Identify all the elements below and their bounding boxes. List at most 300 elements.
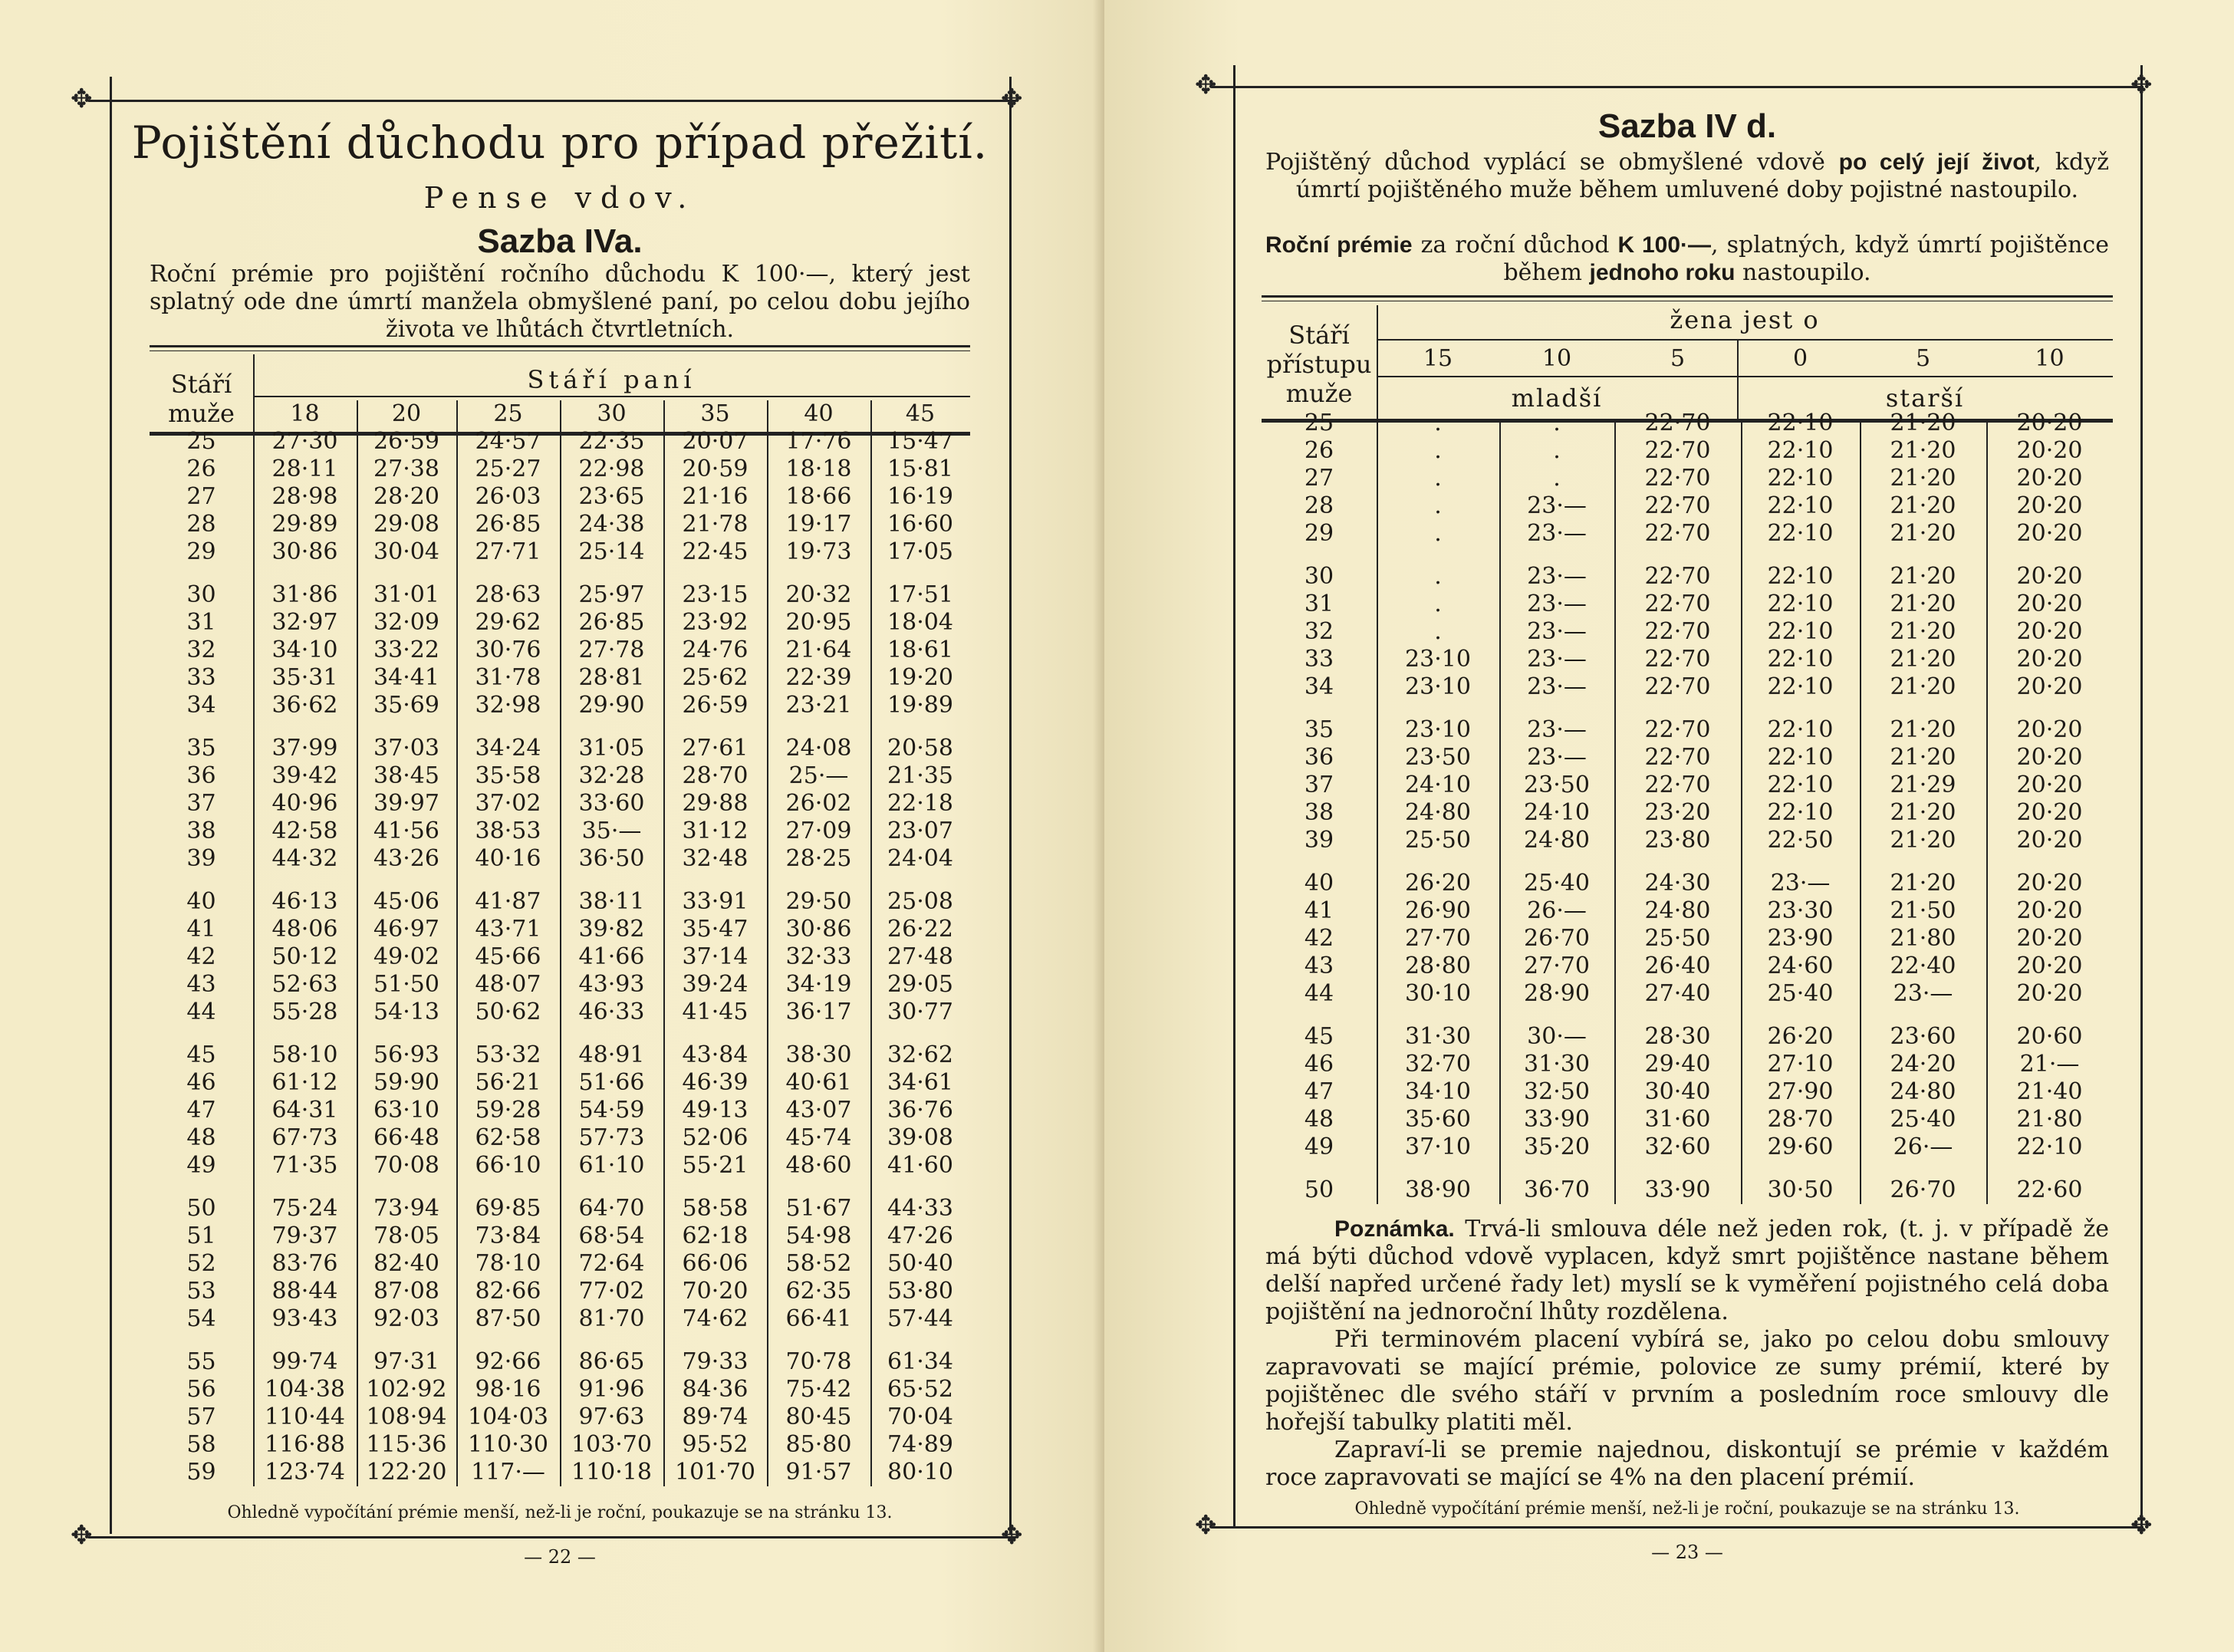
premium-cell: 29·89 bbox=[271, 511, 338, 538]
premium-cell: 23·50 bbox=[1405, 744, 1471, 771]
premium-cell: 51·67 bbox=[785, 1195, 852, 1222]
age-cell: 48 bbox=[1304, 1106, 1334, 1133]
premium-cell: . bbox=[1434, 492, 1442, 519]
premium-cell: 39·24 bbox=[682, 971, 749, 998]
premium-cell: 23·— bbox=[1527, 744, 1587, 771]
age-cell: 26 bbox=[1304, 437, 1334, 464]
premium-cell: 24·80 bbox=[1405, 799, 1471, 826]
ornament-icon: ✥ bbox=[1001, 1520, 1023, 1551]
column-rule bbox=[253, 400, 255, 1486]
premium-cell: 26·— bbox=[1527, 897, 1587, 924]
premium-cell: . bbox=[1434, 563, 1442, 590]
premium-cell: 27·30 bbox=[271, 428, 338, 455]
ornament-icon: ✥ bbox=[2130, 70, 2153, 100]
premium-cell: 43·71 bbox=[475, 916, 541, 943]
group-rule bbox=[253, 396, 970, 397]
premium-cell: 56·93 bbox=[373, 1042, 439, 1068]
premium-cell: 24·60 bbox=[1767, 953, 1834, 979]
premium-cell: 117·— bbox=[471, 1459, 545, 1486]
premium-cell: 49·02 bbox=[373, 943, 439, 970]
premium-cell: 34·19 bbox=[785, 971, 852, 998]
premium-cell: 24·80 bbox=[1524, 827, 1590, 854]
premium-cell: 20·20 bbox=[2016, 410, 2083, 436]
premium-cell: 27·70 bbox=[1524, 953, 1590, 979]
age-cell: 41 bbox=[186, 916, 216, 943]
premium-cell: 23·92 bbox=[682, 609, 749, 636]
premium-cell: 22·70 bbox=[1644, 772, 1711, 798]
age-cell: 49 bbox=[1304, 1134, 1334, 1160]
premium-cell: 22·40 bbox=[1890, 953, 1956, 979]
premium-cell: 22·70 bbox=[1644, 563, 1711, 590]
premium-cell: 45·66 bbox=[475, 943, 541, 970]
rate-title: Sazba IV d. bbox=[1597, 107, 1777, 145]
premium-cell: 23·15 bbox=[682, 581, 749, 608]
age-cell: 42 bbox=[1304, 925, 1334, 952]
age-cell: 41 bbox=[1304, 897, 1334, 924]
premium-cell: 83·76 bbox=[271, 1250, 338, 1277]
premium-cell: 20·95 bbox=[785, 609, 852, 636]
premium-cell: 16·60 bbox=[887, 511, 953, 538]
table-row bbox=[1262, 618, 2113, 646]
premium-cell: 22·70 bbox=[1644, 492, 1711, 519]
age-cell: 59 bbox=[186, 1459, 216, 1486]
premium-cell: 32·98 bbox=[475, 692, 541, 719]
note-paragraph: Zapraví-li se premie najednou, diskontují se prémie v každém roce zapravovati se mající se 4% na den placení prémií. bbox=[1265, 1436, 2109, 1491]
premium-cell: 28·30 bbox=[1644, 1023, 1711, 1050]
premium-cell: 50·12 bbox=[271, 943, 338, 970]
table-row bbox=[1262, 953, 2113, 980]
table-row bbox=[1262, 854, 2113, 897]
bottom-rule bbox=[1212, 1526, 2144, 1529]
footer-note: Ohledně vypočítání prémie menší, než-li je roční, poukazuje se na stránku 13. bbox=[227, 1503, 893, 1522]
premium-cell: 51·66 bbox=[578, 1069, 645, 1096]
premium-cell: 41·56 bbox=[373, 818, 439, 844]
premium-cell: 78·10 bbox=[475, 1250, 541, 1277]
column-header: 18 bbox=[290, 400, 320, 427]
premium-cell: 21·20 bbox=[1890, 465, 1956, 492]
premium-cell: 68·54 bbox=[578, 1223, 645, 1249]
premium-cell: 21·29 bbox=[1890, 772, 1956, 798]
column-header-row bbox=[1262, 345, 2113, 373]
premium-cell: 25·97 bbox=[578, 581, 645, 608]
ornament-icon: ✥ bbox=[1001, 84, 1023, 114]
premium-cell: 66·10 bbox=[475, 1152, 541, 1179]
age-cell: 33 bbox=[186, 664, 216, 691]
premium-cell: 17·51 bbox=[887, 581, 953, 608]
premium-cell: 23·20 bbox=[1644, 799, 1711, 826]
premium-cell: 62·18 bbox=[682, 1223, 749, 1249]
premium-cell: 22·10 bbox=[1767, 520, 1834, 547]
premium-cell: 69·85 bbox=[475, 1195, 541, 1222]
premium-cell: 43·84 bbox=[682, 1042, 749, 1068]
premium-cell: 32·60 bbox=[1644, 1134, 1711, 1160]
table-row bbox=[1262, 591, 2113, 618]
age-cell: 50 bbox=[186, 1195, 216, 1222]
column-header: 15 bbox=[1423, 345, 1453, 372]
premium-cell: 21·20 bbox=[1890, 410, 1956, 436]
premium-cell: 74·62 bbox=[682, 1305, 749, 1332]
premium-cell: 122·20 bbox=[366, 1459, 447, 1486]
premium-cell: 24·30 bbox=[1644, 870, 1711, 897]
premium-cell: 25·50 bbox=[1644, 925, 1711, 952]
premium-cell: 26·85 bbox=[578, 609, 645, 636]
premium-cell: 48·07 bbox=[475, 971, 541, 998]
premium-cell: 22·10 bbox=[1767, 410, 1834, 436]
premium-cell: 110·18 bbox=[571, 1459, 652, 1486]
premium-cell: 23·80 bbox=[1644, 827, 1711, 854]
column-header: 25 bbox=[493, 400, 523, 427]
premium-cell: 30·77 bbox=[887, 999, 953, 1025]
premium-cell: 31·78 bbox=[475, 664, 541, 691]
age-cell: 35 bbox=[186, 735, 216, 762]
premium-cell: 54·98 bbox=[785, 1223, 852, 1249]
table-row bbox=[1262, 1106, 2113, 1134]
premium-cell: 52·06 bbox=[682, 1124, 749, 1151]
age-cell: 37 bbox=[186, 790, 216, 817]
premium-cell: 20·20 bbox=[2016, 827, 2083, 854]
premium-cell: 30·50 bbox=[1767, 1176, 1834, 1203]
premium-cell: 43·26 bbox=[373, 845, 439, 872]
premium-cell: 32·50 bbox=[1524, 1078, 1590, 1105]
premium-cell: 21·20 bbox=[1890, 716, 1956, 743]
premium-cell: 23·— bbox=[1527, 563, 1587, 590]
age-cell: 26 bbox=[186, 456, 216, 482]
premium-cell: 70·78 bbox=[785, 1348, 852, 1375]
premium-cell: 38·53 bbox=[475, 818, 541, 844]
premium-cell: . bbox=[1434, 437, 1442, 464]
intro-emphasis: po celý její život bbox=[1838, 150, 2035, 175]
premium-cell: 84·36 bbox=[682, 1376, 749, 1403]
age-cell: 37 bbox=[1304, 772, 1334, 798]
premium-cell: 22·10 bbox=[1767, 744, 1834, 771]
premium-cell: 62·58 bbox=[475, 1124, 541, 1151]
premium-cell: 31·30 bbox=[1524, 1051, 1590, 1078]
column-header: 20 bbox=[391, 400, 422, 427]
premium-cell: 26·03 bbox=[475, 483, 541, 510]
table-row bbox=[1262, 520, 2113, 548]
premium-cell: 38·90 bbox=[1405, 1176, 1471, 1203]
premium-cell: 23·07 bbox=[887, 818, 953, 844]
column-header: 35 bbox=[700, 400, 730, 427]
premium-cell: 22·70 bbox=[1644, 618, 1711, 645]
premium-cell: 91·57 bbox=[785, 1459, 852, 1486]
premium-cell: 56·21 bbox=[475, 1069, 541, 1096]
premium-cell: 26·20 bbox=[1405, 870, 1471, 897]
premium-cell: 22·10 bbox=[1767, 465, 1834, 492]
premium-cell: 39·42 bbox=[271, 762, 338, 789]
premium-cell: 32·33 bbox=[785, 943, 852, 970]
premium-cell: 32·48 bbox=[682, 845, 749, 872]
premium-cell: 16·19 bbox=[887, 483, 953, 510]
age-cell: 40 bbox=[1304, 870, 1334, 897]
premium-cell: 19·17 bbox=[785, 511, 852, 538]
rate-title: Sazba IVa. bbox=[477, 222, 643, 260]
premium-cell: 41·66 bbox=[578, 943, 645, 970]
column-rule bbox=[1499, 420, 1501, 1204]
premium-cell: 26·59 bbox=[373, 428, 439, 455]
premium-cell: . bbox=[1434, 618, 1442, 645]
column-rule bbox=[560, 400, 561, 1486]
ornament-icon: ✥ bbox=[2130, 1510, 2153, 1541]
premium-cell: 25·14 bbox=[578, 538, 645, 565]
premium-cell: 30·10 bbox=[1405, 980, 1471, 1007]
premium-cell: 31·01 bbox=[373, 581, 439, 608]
premium-cell: . bbox=[1553, 410, 1561, 436]
age-cell: 43 bbox=[1304, 953, 1334, 979]
premium-cell: 72·64 bbox=[578, 1250, 645, 1277]
premium-cell: 73·84 bbox=[475, 1223, 541, 1249]
column-header: 10 bbox=[2035, 345, 2065, 372]
table-row bbox=[1262, 1161, 2113, 1204]
premium-cell: 23·60 bbox=[1890, 1023, 1956, 1050]
premium-cell: 104·03 bbox=[468, 1404, 548, 1430]
premium-cell: 58·58 bbox=[682, 1195, 749, 1222]
premium-cell: 39·08 bbox=[887, 1124, 953, 1151]
premium-cell: 36·70 bbox=[1524, 1176, 1590, 1203]
table-row bbox=[1262, 701, 2113, 744]
premium-cell: 97·63 bbox=[578, 1404, 645, 1430]
premium-cell: . bbox=[1553, 437, 1561, 464]
premium-cell: 25·40 bbox=[1767, 980, 1834, 1007]
premium-cell: 21·— bbox=[2019, 1051, 2080, 1078]
page-subtitle: Pense vdov. bbox=[423, 181, 696, 215]
premium-cell: 33·91 bbox=[682, 888, 749, 915]
premium-cell: 35·31 bbox=[271, 664, 338, 691]
table-row bbox=[1262, 646, 2113, 673]
table-row bbox=[1262, 799, 2113, 827]
group-rule bbox=[1377, 339, 2113, 341]
column-rule bbox=[870, 400, 872, 1486]
premium-cell: 38·45 bbox=[373, 762, 439, 789]
premium-cell: 87·08 bbox=[373, 1278, 439, 1305]
column-header: 0 bbox=[1792, 345, 1808, 372]
premium-cell: 82·40 bbox=[373, 1250, 439, 1277]
premium-cell: 116·88 bbox=[265, 1431, 345, 1458]
premium-cell: 22·70 bbox=[1644, 410, 1711, 436]
premium-cell: 21·20 bbox=[1890, 437, 1956, 464]
premium-cell: 27·70 bbox=[1405, 925, 1471, 952]
premium-cell: 20·20 bbox=[2016, 646, 2083, 673]
premium-cell: 70·04 bbox=[887, 1404, 953, 1430]
premium-cell: 62·35 bbox=[785, 1278, 852, 1305]
premium-cell: 17·05 bbox=[887, 538, 953, 565]
premium-cell: 23·21 bbox=[785, 692, 852, 719]
premium-cell: 22·10 bbox=[1767, 646, 1834, 673]
premium-cell: 20·07 bbox=[682, 428, 749, 455]
age-cell: 52 bbox=[186, 1250, 216, 1277]
premium-cell: 58·52 bbox=[785, 1250, 852, 1277]
premium-cell: 45·06 bbox=[373, 888, 439, 915]
left-page bbox=[0, 0, 1104, 1652]
premium-cell: 26·40 bbox=[1644, 953, 1711, 979]
premium-cell: 21·20 bbox=[1890, 591, 1956, 617]
premium-cell: 28·11 bbox=[271, 456, 338, 482]
premium-cell: 24·04 bbox=[887, 845, 953, 872]
premium-cell: 21·16 bbox=[682, 483, 749, 510]
premium-cell: 44·32 bbox=[271, 845, 338, 872]
age-cell: 39 bbox=[1304, 827, 1334, 854]
premium-cell: 27·90 bbox=[1767, 1078, 1834, 1105]
premium-cell: 22·10 bbox=[1767, 772, 1834, 798]
premium-cell: 87·50 bbox=[475, 1305, 541, 1332]
premium-cell: 33·90 bbox=[1644, 1176, 1711, 1203]
premium-cell: 39·97 bbox=[373, 790, 439, 817]
premium-cell: 19·20 bbox=[887, 664, 953, 691]
table-row bbox=[1262, 897, 2113, 925]
premium-cell: 29·62 bbox=[475, 609, 541, 636]
premium-cell: 24·08 bbox=[785, 735, 852, 762]
table-row bbox=[1262, 772, 2113, 799]
premium-cell: 82·66 bbox=[475, 1278, 541, 1305]
premium-cell: 22·70 bbox=[1644, 437, 1711, 464]
premium-cell: 48·06 bbox=[271, 916, 338, 943]
column-rule bbox=[1741, 420, 1742, 1204]
premium-cell: 22·10 bbox=[1767, 673, 1834, 700]
table-row bbox=[1262, 548, 2113, 591]
premium-cell: 18·61 bbox=[887, 637, 953, 663]
premium-cell: 23·30 bbox=[1767, 897, 1834, 924]
premium-cell: 37·10 bbox=[1405, 1134, 1471, 1160]
premium-cell: 20·20 bbox=[2016, 520, 2083, 547]
ornament-icon: ✥ bbox=[71, 1520, 93, 1551]
premium-cell: 25·50 bbox=[1405, 827, 1471, 854]
premium-cell: 21·20 bbox=[1890, 520, 1956, 547]
premium-cell: 40·61 bbox=[785, 1069, 852, 1096]
premium-cell: 37·03 bbox=[373, 735, 439, 762]
premium-cell: 35·47 bbox=[682, 916, 749, 943]
premium-cell: 43·07 bbox=[785, 1097, 852, 1124]
header-blank bbox=[150, 400, 253, 428]
premium-cell: 28·25 bbox=[785, 845, 852, 872]
premium-cell: 27·38 bbox=[373, 456, 439, 482]
premium-cell: 75·24 bbox=[271, 1195, 338, 1222]
premium-cell: 22·70 bbox=[1644, 646, 1711, 673]
premium-cell: 20·20 bbox=[2016, 673, 2083, 700]
page-title: Pojištění důchodu pro případ přežití. bbox=[131, 117, 989, 169]
age-cell: 36 bbox=[186, 762, 216, 789]
age-cell: 34 bbox=[1304, 673, 1334, 700]
premium-cell: 53·80 bbox=[887, 1278, 953, 1305]
premium-cell: 32·70 bbox=[1405, 1051, 1471, 1078]
column-header: 5 bbox=[1915, 345, 1931, 372]
premium-cell: 36·76 bbox=[887, 1097, 953, 1124]
age-cell: 48 bbox=[186, 1124, 216, 1151]
premium-cell: 20·58 bbox=[887, 735, 953, 762]
age-cell: 31 bbox=[1304, 591, 1334, 617]
premium-cell: 55·21 bbox=[682, 1152, 749, 1179]
column-rule bbox=[1860, 420, 1861, 1204]
premium-cell: 55·28 bbox=[271, 999, 338, 1025]
premium-cell: 23·65 bbox=[578, 483, 645, 510]
premium-cell: 28·81 bbox=[578, 664, 645, 691]
group-header: žena jest o bbox=[1670, 305, 1820, 334]
ornament-icon: ✥ bbox=[1195, 1510, 1217, 1541]
page-number: — 22 — bbox=[524, 1546, 596, 1568]
premium-cell: 35·60 bbox=[1405, 1106, 1471, 1133]
note-paragraph: Při terminovém placení vybírá se, jako po celou dobu smlouvy zapravovati se mající prémie, polovice ze sumy prémií, které by pojištěnec dle svého stáří v prvním a posledním roce smlouvy dle hořejší tabulky platiti měl. bbox=[1265, 1326, 2109, 1436]
premium-cell: 24·20 bbox=[1890, 1051, 1956, 1078]
premium-cell: 21·40 bbox=[2016, 1078, 2083, 1105]
age-cell: 33 bbox=[1304, 646, 1334, 673]
premium-cell: 81·70 bbox=[578, 1305, 645, 1332]
premium-cell: 19·89 bbox=[887, 692, 953, 719]
premium-cell: 37·99 bbox=[271, 735, 338, 762]
age-cell: 45 bbox=[186, 1042, 216, 1068]
premium-cell: 64·70 bbox=[578, 1195, 645, 1222]
premium-cell: 54·13 bbox=[373, 999, 439, 1025]
premium-cell: 86·65 bbox=[578, 1348, 645, 1375]
premium-cell: 79·37 bbox=[271, 1223, 338, 1249]
age-cell: 29 bbox=[1304, 520, 1334, 547]
premium-cell: 52·63 bbox=[271, 971, 338, 998]
premium-cell: 20·20 bbox=[2016, 953, 2083, 979]
premium-cell: 22·70 bbox=[1644, 520, 1711, 547]
premium-cell: 28·98 bbox=[271, 483, 338, 510]
premium-cell: 20·59 bbox=[682, 456, 749, 482]
premium-cell: 34·24 bbox=[475, 735, 541, 762]
premium-cell: 32·97 bbox=[271, 609, 338, 636]
premium-cell: 35·58 bbox=[475, 762, 541, 789]
age-cell: 25 bbox=[1304, 410, 1334, 436]
age-cell: 58 bbox=[186, 1431, 216, 1458]
age-cell: 35 bbox=[1304, 716, 1334, 743]
column-header: 5 bbox=[1670, 345, 1686, 372]
premium-cell: 22·10 bbox=[1767, 799, 1834, 826]
premium-cell: 33·22 bbox=[373, 637, 439, 663]
premium-cell: 28·70 bbox=[1767, 1106, 1834, 1133]
age-cell: 55 bbox=[186, 1348, 216, 1375]
premium-cell: 21·50 bbox=[1890, 897, 1956, 924]
premium-cell: 31·30 bbox=[1405, 1023, 1471, 1050]
premium-cell: 26·22 bbox=[887, 916, 953, 943]
premium-cell: 25·27 bbox=[475, 456, 541, 482]
ornament-icon: ✥ bbox=[71, 84, 93, 114]
premium-cell: 41·60 bbox=[887, 1152, 953, 1179]
age-label: muže bbox=[1285, 379, 1353, 408]
premium-cell: 22·60 bbox=[2016, 1176, 2083, 1203]
age-cell: 56 bbox=[186, 1376, 216, 1403]
premium-cell: 21·20 bbox=[1890, 827, 1956, 854]
premium-cell: . bbox=[1434, 520, 1442, 547]
table-row bbox=[1262, 744, 2113, 772]
age-cell: 45 bbox=[1304, 1023, 1334, 1050]
table-row bbox=[1262, 925, 2113, 953]
age-cell: 27 bbox=[1304, 465, 1334, 492]
premium-cell: 22·10 bbox=[2016, 1134, 2083, 1160]
intro-text: nastoupilo. bbox=[1735, 259, 1871, 286]
premium-cell: 26·— bbox=[1893, 1134, 1953, 1160]
age-cell: 32 bbox=[186, 637, 216, 663]
premium-cell: 51·50 bbox=[373, 971, 439, 998]
premium-cell: 29·08 bbox=[373, 511, 439, 538]
premium-cell: 30·86 bbox=[785, 916, 852, 943]
premium-cell: . bbox=[1434, 591, 1442, 617]
age-label: Stáří bbox=[170, 370, 232, 399]
premium-cell: 19·73 bbox=[785, 538, 852, 565]
premium-cell: 31·86 bbox=[271, 581, 338, 608]
premium-cell: 25·40 bbox=[1890, 1106, 1956, 1133]
premium-cell: 93·43 bbox=[271, 1305, 338, 1332]
column-rule bbox=[456, 400, 458, 1486]
premium-cell: 47·26 bbox=[887, 1223, 953, 1249]
premium-cell: 24·38 bbox=[578, 511, 645, 538]
premium-cell: 101·70 bbox=[675, 1459, 755, 1486]
premium-cell: 35·20 bbox=[1524, 1134, 1590, 1160]
premium-cell: 61·34 bbox=[887, 1348, 953, 1375]
right-page bbox=[1104, 0, 2234, 1652]
column-header: 30 bbox=[597, 400, 627, 427]
spacer-cell bbox=[1262, 373, 2113, 410]
